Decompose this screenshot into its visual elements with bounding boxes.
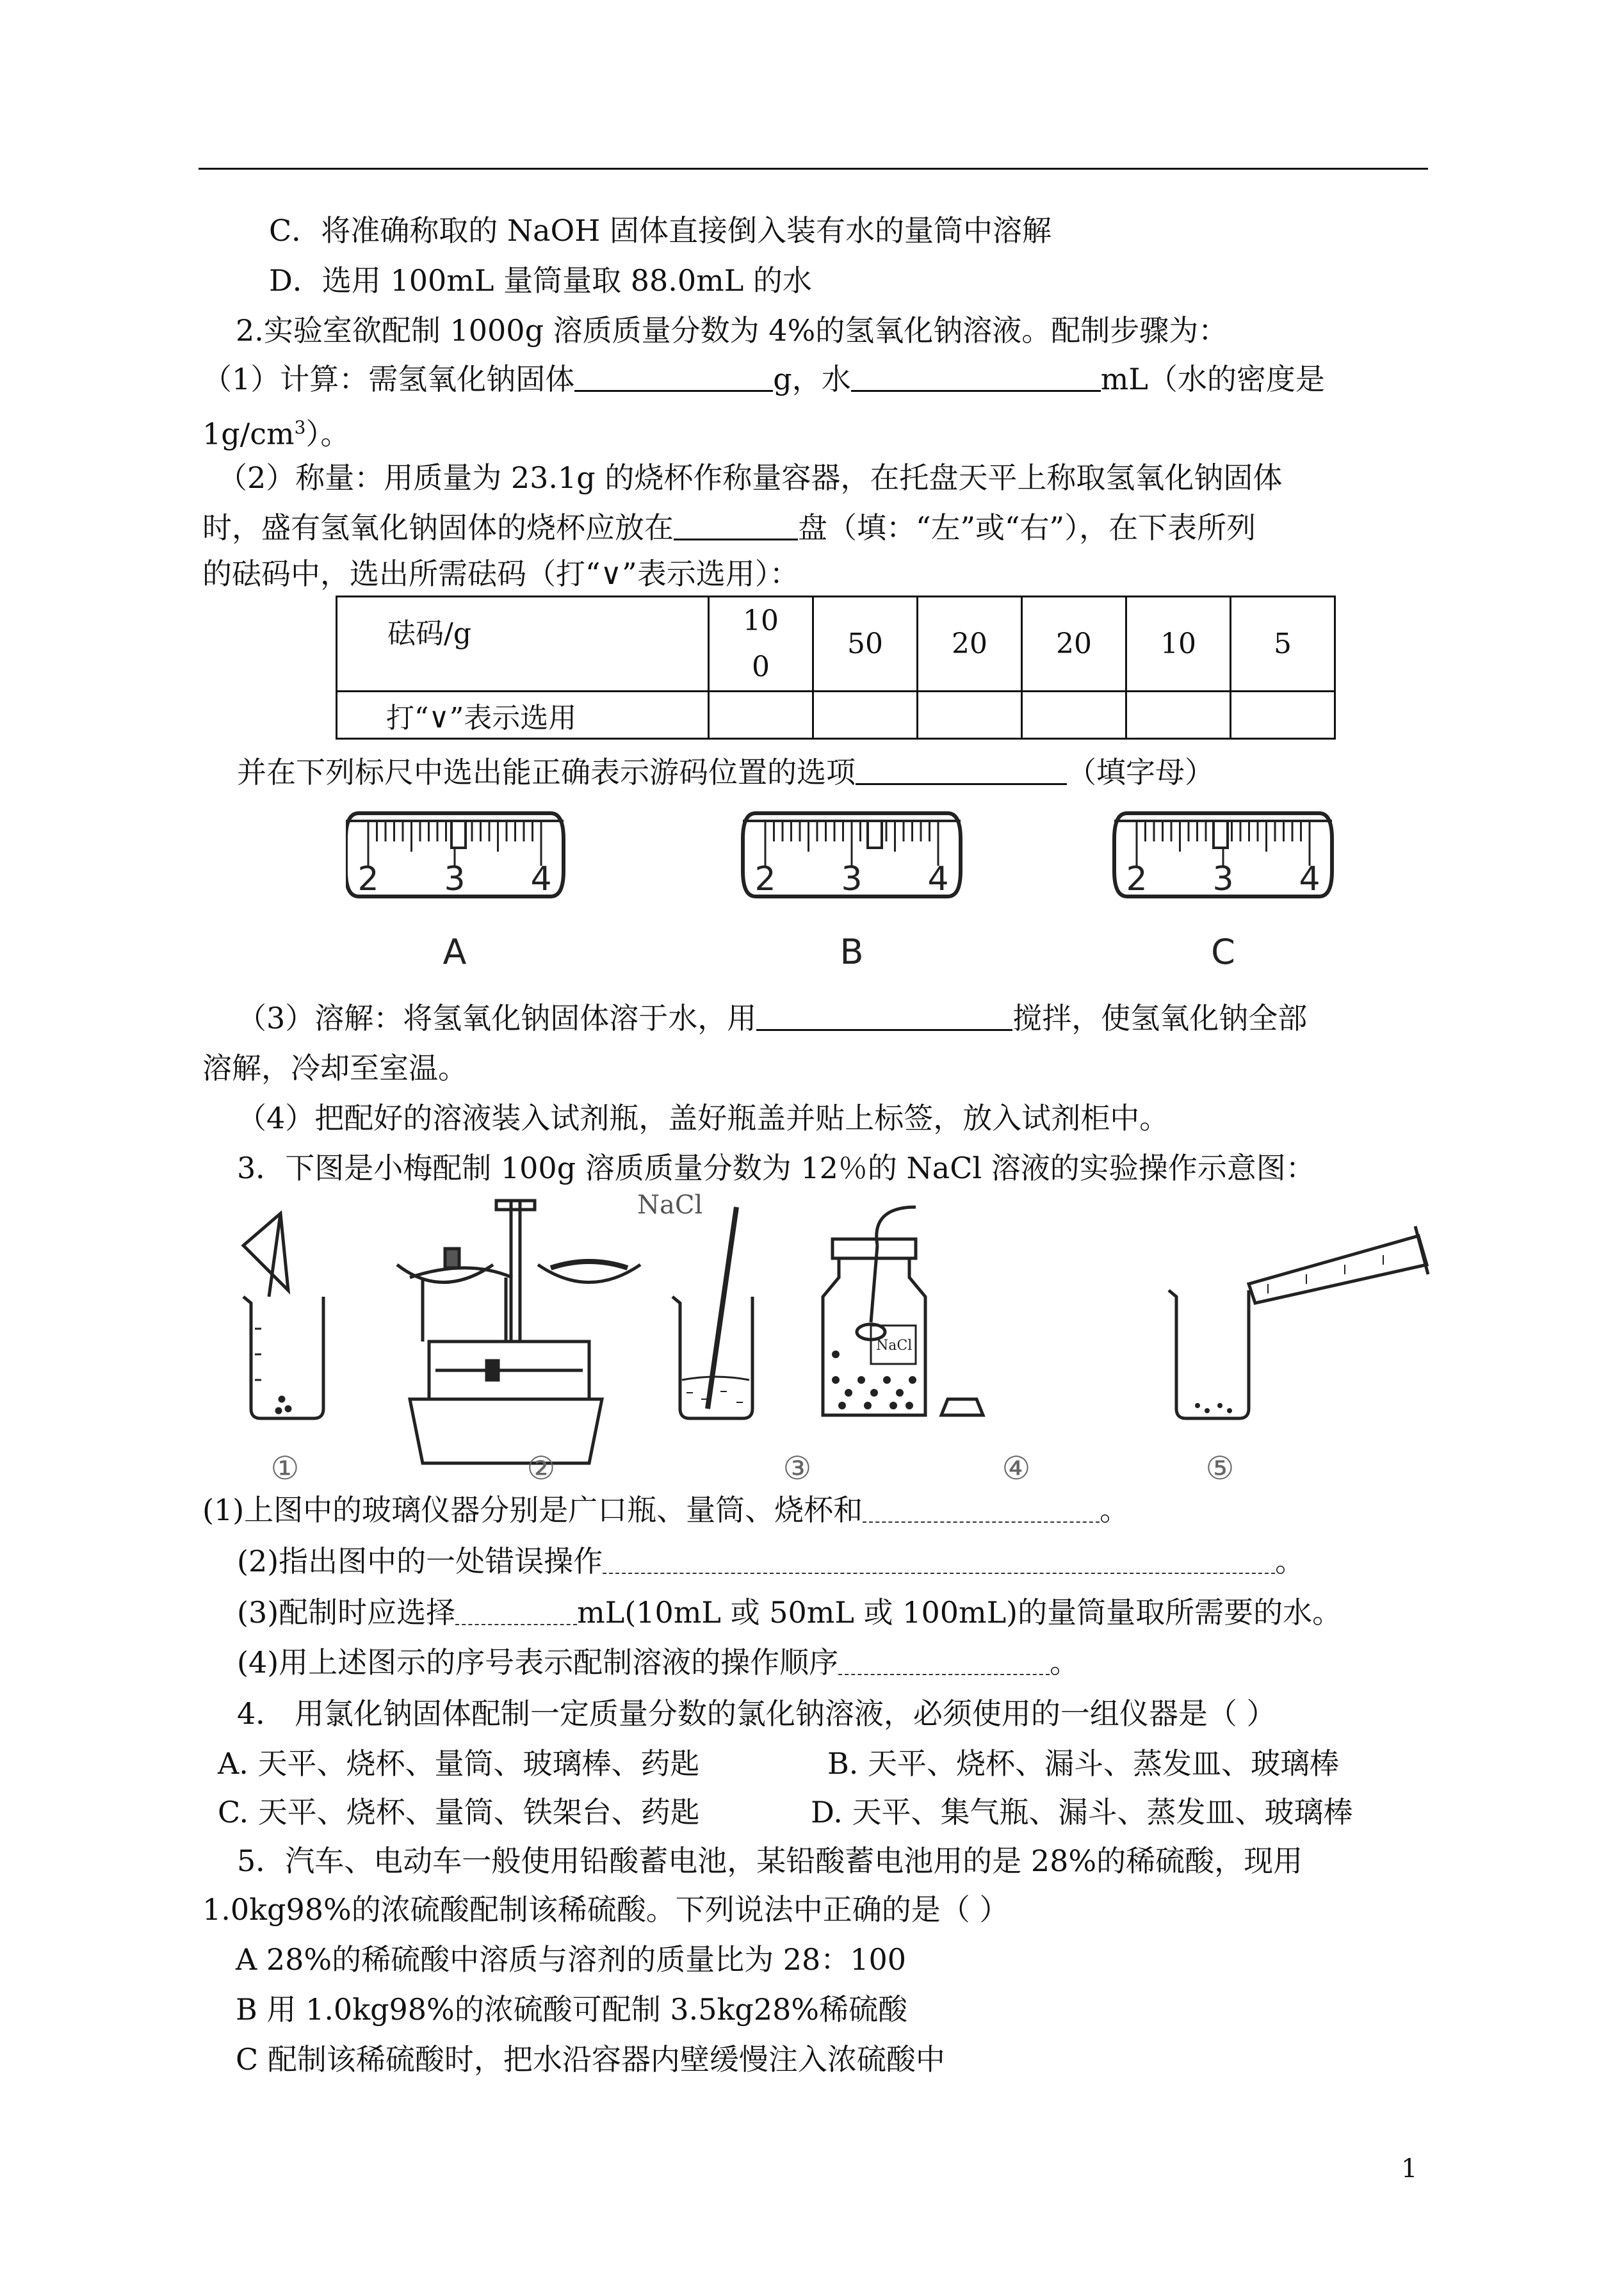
q2-step4: （4）把配好的溶液装入试剂瓶，盖好瓶盖并贴上标签，放入试剂柜中。 [237, 1101, 1169, 1135]
figure5-pouring [1169, 1226, 1428, 1418]
q2-step1-text-c: mL（水的密度是 [1100, 362, 1325, 396]
q3-sub1-text-a: (1)上图中的玻璃仪器分别是广口瓶、量筒、烧杯和 [202, 1493, 863, 1527]
ruler-tick-label: 2 [754, 860, 776, 898]
q4-option-a[interactable]: A. 天平、烧杯、量筒、玻璃棒、药匙 [218, 1746, 700, 1781]
q2-step1 [202, 360, 1325, 398]
q1-option-c: C．将准确称取的 NaOH 固体直接倒入装有水的量筒中溶解 [269, 213, 1052, 248]
q3-intro: 3．下图是小梅配制 100g 溶质质量分数为 12％的 NaCl 溶液的实验操作示意图： [237, 1151, 1315, 1185]
figure-label-2: ② [526, 1450, 556, 1487]
q2-step1-density [202, 409, 350, 453]
q3-instrument-blank[interactable] [863, 1492, 1100, 1523]
figure1-beaker [243, 1213, 323, 1418]
q2-step3-text-a: （3）溶解：将氢氧化钠固体溶于水，用 [237, 1001, 757, 1035]
ruler-tick-label: 3 [841, 860, 863, 898]
q3-order-blank[interactable] [838, 1644, 1050, 1675]
weight-cell: 10 [1126, 597, 1231, 692]
ruler-a [346, 813, 564, 972]
selection-cell[interactable] [1022, 692, 1126, 739]
nacl-label: NaCl [637, 1190, 703, 1220]
ruler-slider [1214, 821, 1228, 848]
q2-ruler-prompt [237, 753, 1214, 791]
rulers-figure [346, 807, 1345, 999]
figure-label-3: ③ [783, 1450, 812, 1487]
q3-sub3-text-a: (3)配制时应选择 [237, 1595, 456, 1630]
weight-cell: 50 [813, 597, 918, 692]
header-rule [199, 168, 1428, 170]
q3-sub4-text-a: (4)用上述图示的序号表示配制溶液的操作顺序 [237, 1645, 839, 1680]
q2-density-end: ）。 [305, 416, 350, 451]
figure-label-4: ④ [1002, 1450, 1031, 1487]
q2-pan-blank[interactable] [674, 509, 798, 540]
q2-step2-line1: （2）称量：用质量为 23.1g 的烧杯作称量容器，在托盘天平上称取氢氧化钠固体 [218, 460, 1283, 495]
q2-step3-text-b: 搅拌，使氢氧化钠全部 [1012, 1001, 1308, 1035]
q2-density-sup: 3 [294, 417, 306, 438]
q2-step2-text-a: 时，盛有氢氧化钠固体的烧杯应放在 [202, 510, 674, 545]
ruler-slider [868, 821, 882, 848]
q2-step1-text-b: g，水 [773, 362, 851, 396]
ruler-tick-label: 4 [530, 860, 552, 898]
q3-sub1-text-b: 。 [1100, 1493, 1130, 1527]
q3-cylinder-blank[interactable] [455, 1594, 577, 1625]
q2-step2-text-b: 盘（填：“左”或“右”），在下表所列 [798, 510, 1256, 545]
q2-step2-line3: 的砝码中，选出所需砝码（打“∨”表示选用）： [202, 556, 799, 591]
q3-sub4-text-b: 。 [1050, 1645, 1080, 1680]
q5-option-b[interactable]: B 用 1.0kg98%的浓硫酸可配制 3.5kg28%稀硫酸 [236, 1992, 908, 2027]
weights-header: 砝码/g [337, 597, 709, 692]
q4-option-c[interactable]: C. 天平、烧杯、量筒、铁架台、药匙 [218, 1795, 700, 1829]
figure4-reagent-bottle [823, 1207, 983, 1415]
bottle-label: NaCl [876, 1338, 913, 1354]
q2-ruler-text-a: 并在下列标尺中选出能正确表示游码位置的选项 [237, 755, 856, 790]
ruler-tick-label: 4 [1299, 860, 1320, 898]
q3-error-blank[interactable] [603, 1543, 1275, 1574]
ruler-tick-label: 2 [357, 860, 379, 898]
selection-cell[interactable] [1126, 692, 1231, 739]
q3-sub2 [237, 1542, 1304, 1580]
ruler-tick-label: 3 [1212, 860, 1234, 898]
q3-figure [231, 1188, 1434, 1489]
q2-ruler-blank[interactable] [856, 754, 1067, 785]
weight-cell: 5 [1231, 597, 1335, 692]
q4-stem: 4． 用氯化钠固体配制一定质量分数的氯化钠溶液，必须使用的一组仪器是（ ） [237, 1696, 1276, 1731]
q2-water-volume-blank[interactable] [851, 361, 1101, 392]
q2-intro: 2.实验室欲配制 1000g 溶质质量分数为 4%的氢氧化钠溶液。配制步骤为： [236, 313, 1228, 348]
weight-cell: 20 [1022, 597, 1126, 692]
ruler-option-label: B [840, 932, 864, 972]
figure-label-5: ⑤ [1205, 1450, 1235, 1487]
ruler-slider [451, 821, 466, 848]
ruler-tick-label: 2 [1126, 860, 1148, 898]
q5-option-c[interactable]: C 配制该稀硫酸时，把水沿容器内壁缓慢注入浓硫酸中 [236, 2042, 945, 2077]
q2-step3 [237, 999, 1307, 1037]
ruler-c [1114, 813, 1332, 972]
q2-step3-cont: 溶解，冷却至室温。 [202, 1051, 467, 1085]
ruler-b [743, 813, 961, 972]
selection-header: 打“∨”表示选用 [337, 692, 709, 739]
q3-sub2-text-b: 。 [1275, 1544, 1305, 1578]
selection-cell[interactable] [1231, 692, 1335, 739]
selection-cell[interactable] [709, 692, 813, 739]
figure3-beaker-rod [672, 1207, 752, 1418]
weight-cell: 20 [918, 597, 1022, 692]
q1-option-d: D．选用 100mL 量筒量取 88.0mL 的水 [269, 263, 812, 298]
figure2-balance [397, 1201, 640, 1463]
q4-option-b[interactable]: B. 天平、烧杯、漏斗、蒸发皿、玻璃棒 [827, 1746, 1340, 1781]
q2-step2-line2 [202, 508, 1256, 547]
q3-sub2-text-a: (2)指出图中的一处错误操作 [237, 1544, 603, 1578]
selection-cell[interactable] [918, 692, 1022, 739]
q2-step1-text-a: （1）计算：需氢氧化钠固体 [202, 362, 575, 396]
selection-cell[interactable] [813, 692, 918, 739]
figure-label-1: ① [270, 1450, 300, 1487]
q4-option-d[interactable]: D. 天平、集气瓶、漏斗、蒸发皿、玻璃棒 [811, 1795, 1353, 1829]
q2-stir-blank[interactable] [756, 1000, 1012, 1031]
q3-sub3 [237, 1593, 1342, 1632]
q5-option-a[interactable]: A 28%的稀硫酸中溶质与溶剂的质量比为 28：100 [236, 1942, 907, 1977]
weights-table [336, 596, 1336, 740]
weight-cell: 100 [709, 597, 813, 692]
ruler-tick-label: 3 [444, 860, 466, 898]
q2-naoh-mass-blank[interactable] [574, 361, 773, 392]
q5-stem-line1: 5．汽车、电动车一般使用铅酸蓄电池，某铅酸蓄电池用的是 28%的稀硫酸，现用 [237, 1844, 1303, 1878]
ruler-tick-label: 4 [927, 860, 949, 898]
q3-sub3-text-b: mL(10mL 或 50mL 或 100mL)的量筒量取所需要的水。 [577, 1595, 1342, 1630]
q2-density-text: 1g/cm [202, 416, 295, 451]
q3-sub4 [237, 1643, 1079, 1682]
page-number: 1 [1401, 2154, 1418, 2184]
q3-sub1 [202, 1491, 1129, 1529]
q2-ruler-text-b: （填字母） [1067, 755, 1214, 790]
ruler-option-label: A [443, 932, 467, 972]
ruler-option-label: C [1211, 932, 1235, 972]
q5-stem-line2: 1.0kg98%的浓硫酸配制该稀硫酸。下列说法中正确的是（ ） [202, 1892, 1009, 1927]
